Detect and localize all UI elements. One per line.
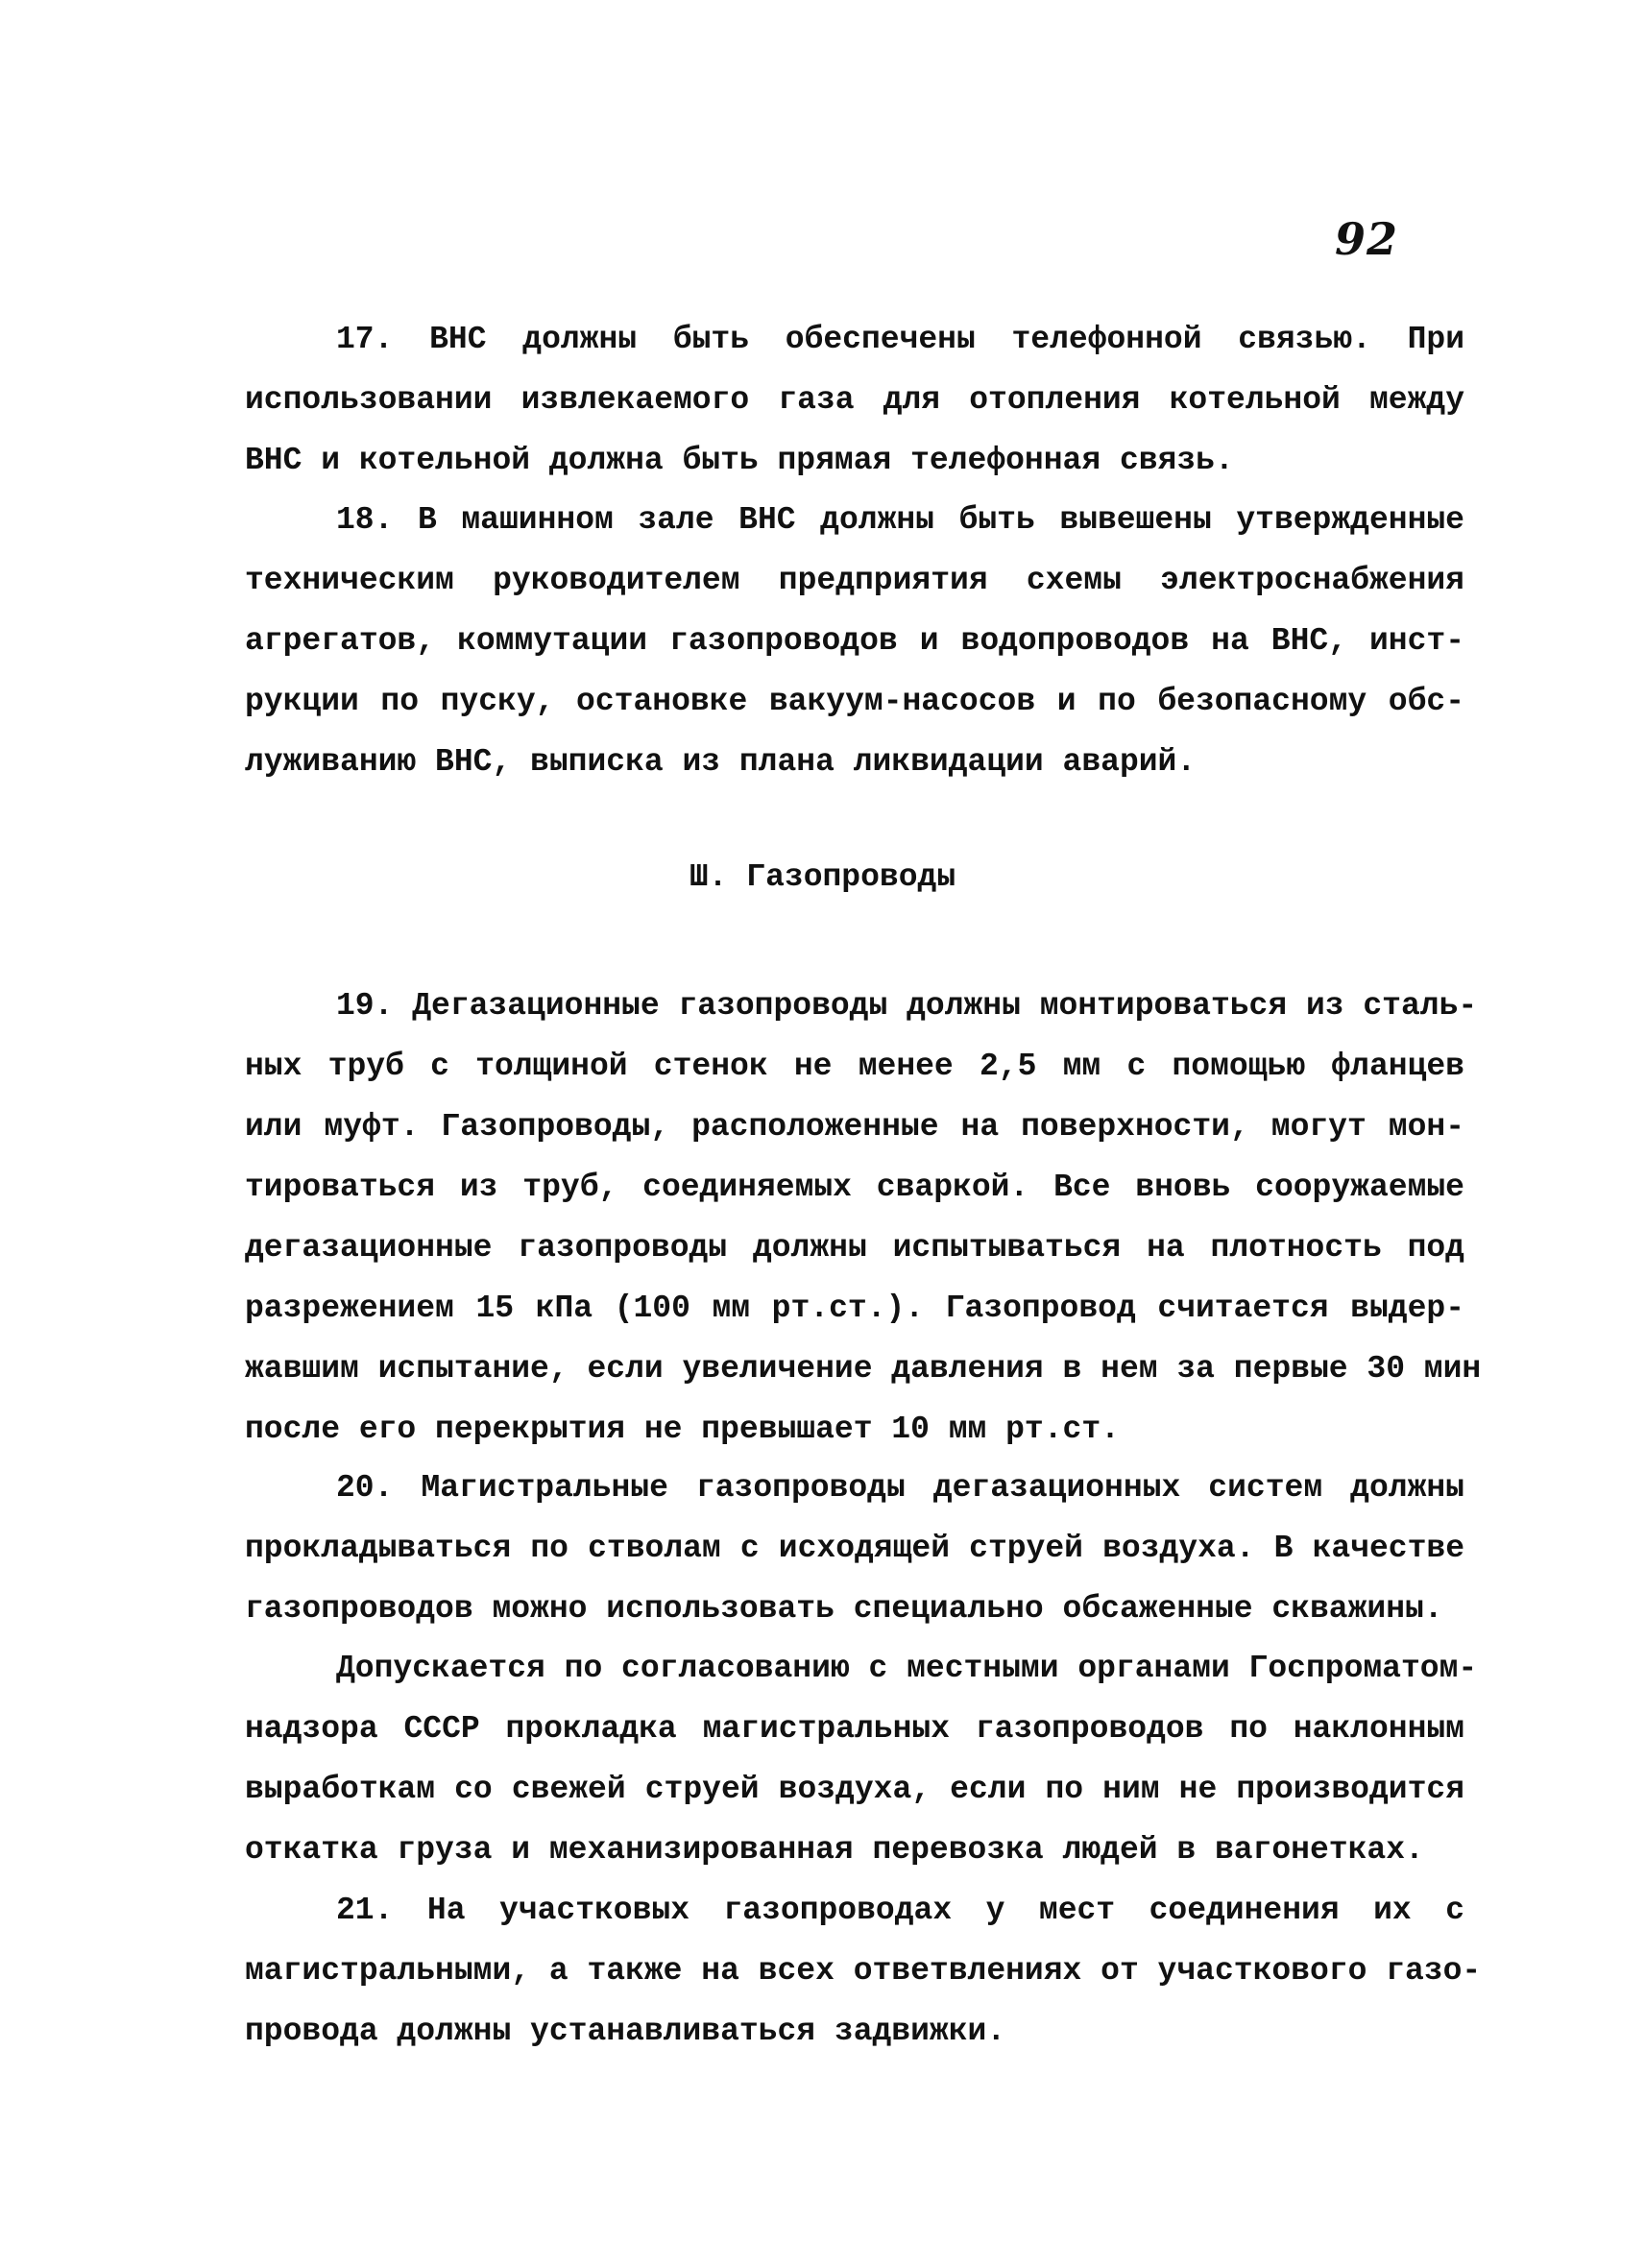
- paragraph-line: провода должны устанавливаться задвижки.: [245, 2014, 1006, 2049]
- paragraph-line: после его перекрытия не превышает 10 мм рт.ст.: [245, 1411, 1120, 1447]
- paragraph-line: луживанию ВНС, выписка из плана ликвидации аварий.: [245, 744, 1197, 780]
- paragraph-line: прокладываться по стволам с исходящей струей воздуха. В качестве: [245, 1531, 1464, 1566]
- paragraph-line: 20. Магистральные газопроводы дегазационных систем должны: [336, 1470, 1464, 1506]
- paragraph-line: использовании извлекаемого газа для отопления котельной между: [245, 382, 1464, 418]
- paragraph-20-continued: [245, 1638, 1478, 1880]
- paragraph-line: жавшим испытание, если увеличение давления в нем за первые 30 мин: [245, 1351, 1482, 1387]
- paragraph-17: [245, 309, 1464, 491]
- paragraph-20: [245, 1458, 1464, 1639]
- paragraph-line: дегазационные газопроводы должны испытываться на плотность под: [245, 1230, 1464, 1266]
- paragraph-19: [245, 976, 1482, 1460]
- paragraph-line: магистральными, а также на всех ответвлениях от участкового газо-: [245, 1953, 1482, 1989]
- paragraph-line: Допускается по согласованию с местными органами Госпроматом-: [336, 1651, 1478, 1686]
- paragraph-line: рукции по пуску, остановке вакуум-насосов и по безопасному обс-: [245, 684, 1464, 719]
- page-number: 92: [1335, 213, 1399, 265]
- paragraph-line: откатка груза и механизированная перевозка людей в вагонетках.: [245, 1832, 1424, 1868]
- paragraph-21: [245, 1880, 1482, 2062]
- paragraph-line: газопроводов можно использовать специально обсаженные скважины.: [245, 1591, 1443, 1627]
- paragraph-line: или муфт. Газопроводы, расположенные на поверхности, могут мон-: [245, 1109, 1464, 1145]
- paragraph-line: 19. Дегазационные газопроводы должны монтироваться из сталь-: [336, 988, 1478, 1024]
- paragraph-line: надзора СССР прокладка магистральных газопроводов по наклонным: [245, 1711, 1464, 1747]
- section-heading: Ш. Газопроводы: [689, 859, 956, 895]
- paragraph-line: техническим руководителем предприятия схемы электроснабжения: [245, 563, 1464, 598]
- paragraph-line: 21. На участковых газопроводах у мест соединения их с: [336, 1893, 1464, 1928]
- paragraph-line: 18. В машинном зале ВНС должны быть вывешены утвержденные: [336, 502, 1464, 538]
- paragraph-line: ных труб с толщиной стенок не менее 2,5 мм с помощью фланцев: [245, 1049, 1464, 1084]
- paragraph-line: 17. ВНС должны быть обеспечены телефонной связью. При: [336, 322, 1464, 357]
- paragraph-line: ВНС и котельной должна быть прямая телефонная связь.: [245, 443, 1234, 478]
- paragraph-line: агрегатов, коммутации газопроводов и водопроводов на ВНС, инст-: [245, 623, 1464, 659]
- paragraph-18: [245, 490, 1464, 792]
- paragraph-line: выработкам со свежей струей воздуха, если по ним не производится: [245, 1772, 1464, 1807]
- paragraph-line: тироваться из труб, соединяемых сваркой. Все вновь сооружаемые: [245, 1170, 1464, 1205]
- paragraph-line: разрежением 15 кПа (100 мм рт.ст.). Газопровод считается выдер-: [245, 1291, 1464, 1326]
